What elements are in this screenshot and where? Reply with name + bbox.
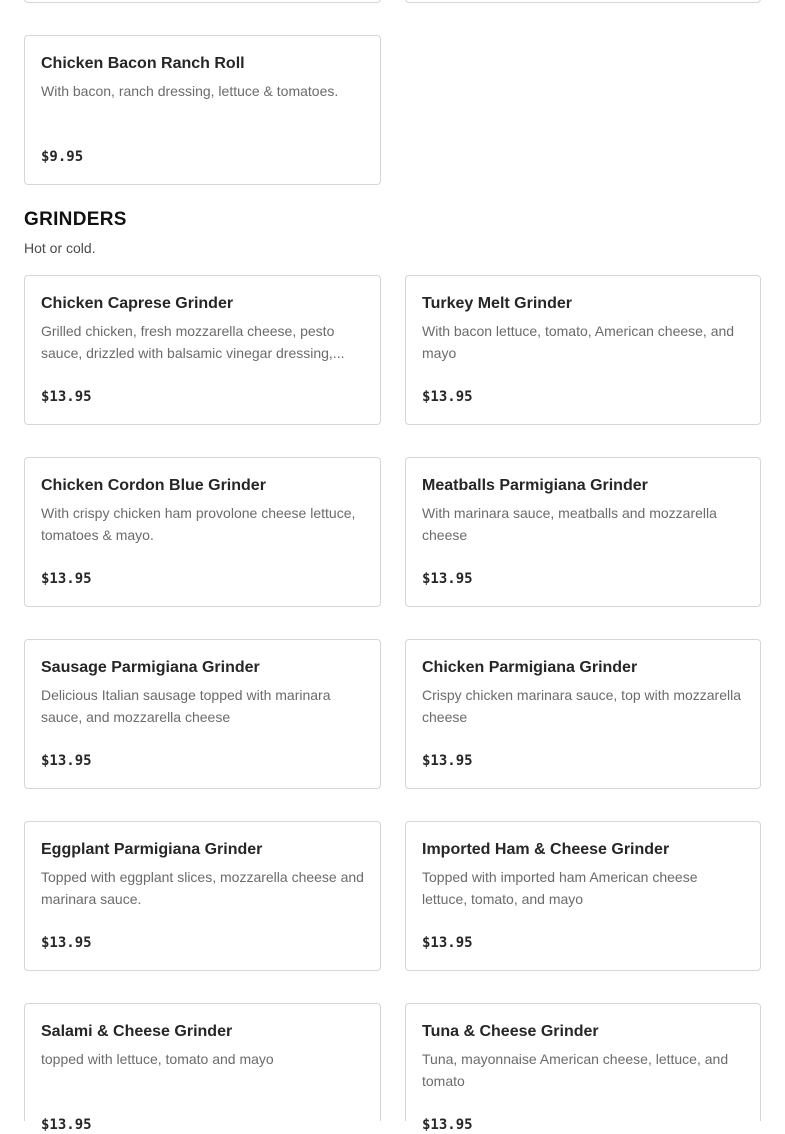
menu-item-description: With bacon, ranch dressing, lettuce & tomatoes. [41, 83, 339, 99]
menu-item-name: Meatballs Parmigiana Grinder [422, 477, 648, 494]
menu-item-name: Imported Ham & Cheese Grinder [422, 841, 670, 858]
menu-item-name: Eggplant Parmigiana Grinder [41, 841, 263, 858]
menu-item-description: Topped with eggplant slices, mozzarella cheese and marinara sauce. [41, 869, 364, 907]
menu-item-card[interactable] [24, 35, 381, 185]
menu-item-card[interactable] [405, 821, 761, 971]
menu-item-card[interactable] [24, 821, 381, 971]
menu-item-card[interactable] [24, 0, 381, 3]
menu-item-description: Topped with imported ham American cheese lettuce, tomato, and mayo [422, 869, 698, 907]
menu-item-card[interactable] [405, 0, 761, 3]
menu-item-card[interactable] [24, 1003, 381, 1133]
menu-item-card[interactable] [24, 457, 381, 607]
menu-item-price: $13.95 [41, 753, 92, 769]
menu-item-name: Salami & Cheese Grinder [41, 1023, 233, 1040]
menu-item-price: $13.95 [41, 571, 92, 587]
menu-item-card[interactable] [405, 1003, 761, 1133]
menu-item-price: $13.95 [422, 935, 473, 951]
menu-item-card[interactable] [24, 275, 381, 425]
menu-item-description: With marinara sauce, meatballs and mozzarella cheese [422, 505, 717, 543]
menu-item-description: With bacon lettuce, tomato, American cheese, and mayo [422, 323, 735, 361]
menu-item-price: $13.95 [41, 1117, 92, 1133]
menu-item-description: Crispy chicken marinara sauce, top with mozzarella cheese [422, 687, 742, 725]
menu-item-description: Tuna, mayonnaise American cheese, lettuce, and tomato [422, 1051, 729, 1089]
menu-item-card[interactable] [405, 275, 761, 425]
menu-item-description: topped with lettuce, tomato and mayo [41, 1051, 274, 1067]
menu-item-name: Turkey Melt Grinder [422, 295, 572, 312]
menu-item-description: Delicious Italian sausage topped with marinara sauce, and mozzarella cheese [41, 687, 331, 725]
menu-item-price: $13.95 [41, 935, 92, 951]
menu-item-name: Chicken Bacon Ranch Roll [41, 55, 245, 72]
menu-item-price: $13.95 [422, 389, 473, 405]
menu-item-price: $13.95 [422, 753, 473, 769]
menu-item-name: Tuna & Cheese Grinder [422, 1023, 599, 1040]
menu-item-name: Sausage Parmigiana Grinder [41, 659, 260, 676]
menu-item-description: With crispy chicken ham provolone cheese lettuce, tomatoes & mayo. [41, 505, 356, 543]
menu-item-price: $13.95 [41, 389, 92, 405]
menu-item-description: Grilled chicken, fresh mozzarella cheese, pesto sauce, drizzled with balsamic vinegar dressing,... [41, 323, 345, 361]
menu-item-name: Chicken Caprese Grinder [41, 295, 234, 312]
section-subtitle: Hot or cold. [24, 240, 96, 256]
section-title: GRINDERS [24, 209, 127, 230]
menu-item-card[interactable] [405, 457, 761, 607]
menu-item-name: Chicken Parmigiana Grinder [422, 659, 638, 676]
menu-item-price: $13.95 [422, 1117, 473, 1133]
menu-item-name: Chicken Cordon Blue Grinder [41, 477, 266, 494]
menu-item-card[interactable] [24, 639, 381, 789]
menu-item-price: $9.95 [41, 149, 84, 165]
menu-item-price: $13.95 [422, 571, 473, 587]
menu-item-card[interactable] [405, 639, 761, 789]
